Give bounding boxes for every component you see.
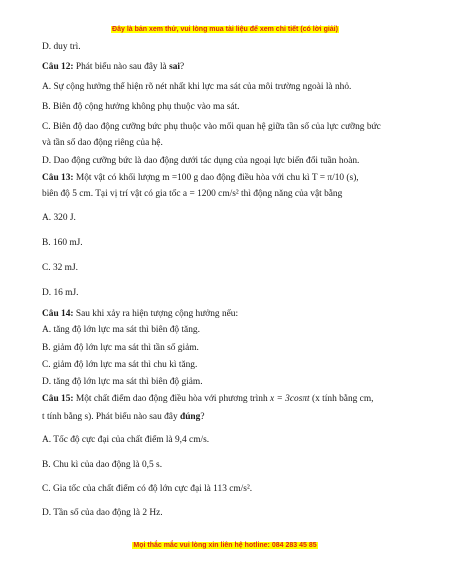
question-emphasis: đúng — [180, 412, 201, 422]
question-15-cont — [42, 411, 205, 423]
q13-option-b: B. 160 mJ. — [42, 238, 83, 248]
question-14 — [42, 308, 238, 320]
q15-option-d: D. Tần số của dao động là 2 Hz. — [42, 508, 163, 518]
question-label: Câu 12: — [42, 62, 74, 72]
question-text-end: (x tính bằng cm, — [309, 394, 374, 404]
question-label: Câu 13: — [42, 173, 74, 183]
question-text: Sau khi xảy ra hiện tượng cộng hưởng nếu: — [73, 309, 239, 319]
q12-option-d: D. Dao động cưỡng bức là dao động dưới tác dụng của ngoại lực biến đổi tuần hoàn. — [42, 156, 360, 166]
question-label: Câu 14: — [42, 309, 74, 319]
q14-option-a: A. tăng độ lớn lực ma sát thì biên độ tăng. — [42, 325, 200, 335]
question-13 — [42, 172, 359, 184]
equation: x = 3cosπt — [270, 394, 310, 404]
question-text: Một vật có khối lượng m =100 g dao động điều hòa với chu kì T = π/10 (s), — [73, 173, 359, 183]
q14-option-c: C. giảm độ lớn lực ma sát thì chu kì tăng. — [42, 360, 198, 370]
hotline-notice — [0, 542, 450, 549]
question-13-cont: biên độ 5 cm. Tại vị trí vật có gia tốc a = 1200 cm/s² thì động năng của vật bằng — [42, 189, 343, 199]
question-label: Câu 15: — [42, 394, 74, 404]
q12-option-b: B. Biên độ cộng hưởng không phụ thuộc vào ma sát. — [42, 102, 240, 112]
q13-option-c: C. 32 mJ. — [42, 263, 78, 273]
preview-notice-text: Đây là bản xem thử, vui lòng mua tài liệu để xem chi tiết (có lời giải) — [112, 26, 338, 33]
q15-option-b: B. Chu kì của dao động là 0,5 s. — [42, 460, 163, 470]
hotline-notice-text: Mọi thắc mắc vui lòng xin liên hệ hotline: 084 283 45 85 — [133, 542, 317, 549]
q15-option-c: C. Gia tốc của chất điểm có độ lớn cực đại là 113 cm/s². — [42, 484, 253, 494]
question-text: Một chất điểm dao động điều hòa với phương trình — [73, 394, 270, 404]
q13-option-d: D. 16 mJ. — [42, 288, 79, 298]
q14-option-b: B. giảm độ lớn lực ma sát thì tần số giảm. — [42, 343, 199, 353]
q15-option-a: A. Tốc độ cực đại của chất điểm là 9,4 cm/s. — [42, 435, 210, 445]
question-text: t tính bằng s). Phát biểu nào sau đây — [42, 412, 180, 422]
question-12 — [42, 61, 184, 73]
q13-option-a: A. 320 J. — [42, 213, 76, 223]
q12-option-c-cont: và tần số dao động riêng của hệ. — [42, 138, 163, 148]
question-end: ? — [180, 62, 185, 72]
q12-option-a: A. Sự cộng hưởng thể hiện rõ nét nhất khi lực ma sát của môi trường ngoài là nhỏ. — [42, 82, 352, 92]
question-emphasis: sai — [169, 62, 181, 72]
question-end: ? — [200, 412, 205, 422]
question-text: Phát biểu nào sau đây là — [73, 62, 170, 72]
q14-option-d: D. tăng độ lớn lực ma sát thì biên độ giảm. — [42, 377, 203, 387]
question-15 — [42, 393, 373, 405]
preview-notice — [0, 26, 450, 33]
q12-option-c: C. Biên độ dao động cưỡng bức phụ thuộc vào mối quan hệ giữa tần số của lực cưỡng bức — [42, 122, 381, 132]
option-d-prev: D. duy trì. — [42, 42, 81, 52]
